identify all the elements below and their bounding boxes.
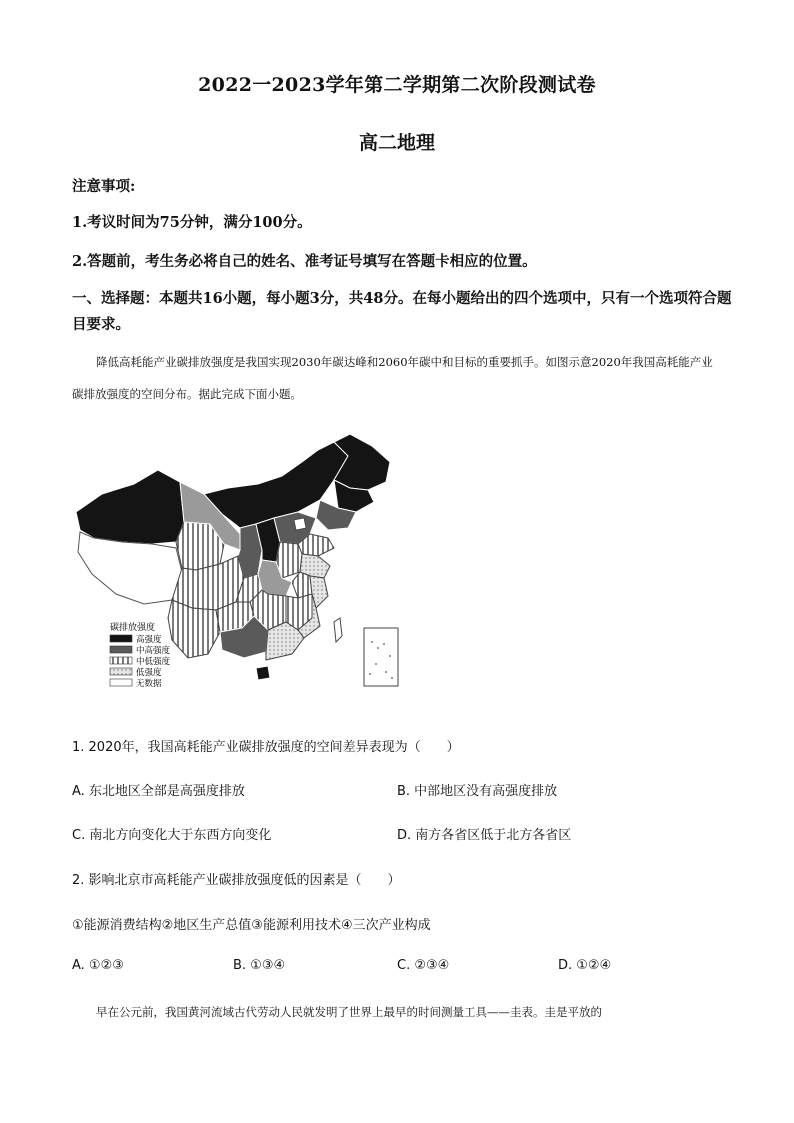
passage-1-text: 降低高耗能产业碳排放强度是我国实现2030年碳达峰和2060年碳中和目标的重要抓手。如图示意2020年我国高耗能产业碳排放强度的空间分布。据此完成下面小题。: [72, 355, 713, 401]
region-anhui: [292, 572, 312, 598]
region-taiwan: [334, 618, 342, 642]
notice-item-1: 1.考议时间为75分钟，满分100分。: [72, 214, 312, 231]
legend-item-mid-high: 中高强度: [136, 646, 171, 656]
q2-factors: ①能源消费结构②地区生产总值③能源利用技术④三次产业构成: [72, 918, 431, 933]
legend-item-mid-low: 中低强度: [136, 657, 171, 667]
region-beijing: [294, 518, 306, 530]
notice-item-2: 2.答题前，考生务必将自己的姓名、准考证号填写在答题卡相应的位置。: [72, 253, 537, 270]
region-xinjiang: [76, 470, 184, 544]
china-carbon-map: [72, 432, 402, 702]
legend-item-low: 低强度: [136, 668, 162, 678]
south-sea-inset: [364, 628, 398, 686]
passage-1: [72, 346, 724, 410]
section-heading: 一、选择题：本题共16小题，每小题3分，共48分。在每小题给出的四个选项中，只有一个选项符合题目要求。: [72, 290, 732, 333]
q2-option-a[interactable]: A. ①②③: [72, 958, 124, 973]
q2-option-d[interactable]: D. ①②④: [558, 958, 612, 973]
region-hainan: [256, 666, 270, 680]
legend-item-none: 无数据: [136, 679, 162, 689]
page-title: 2022一2023学年第二学期第二次阶段测试卷: [198, 74, 596, 96]
page-subtitle: 高二地理: [358, 132, 435, 154]
q1-option-c[interactable]: C. 南北方向变化大于东西方向变化: [72, 828, 272, 843]
q1-option-b[interactable]: B. 中部地区没有高强度排放: [397, 784, 558, 799]
legend-title: 碳排放强度: [110, 623, 156, 633]
q1-option-a[interactable]: A. 东北地区全部是高强度排放: [72, 784, 245, 799]
q1-stem: 1. 2020年，我国高耗能产业碳排放强度的空间差异表现为（ ）: [72, 740, 460, 755]
q2-option-c[interactable]: C. ②③④: [397, 958, 450, 973]
passage-2-text: 早在公元前，我国黄河流域古代劳动人民就发明了世界上最早的时间测量工具——圭表。圭是平放的: [96, 1005, 602, 1019]
legend-item-high: 高强度: [136, 635, 162, 645]
map-legend: [110, 621, 171, 689]
notice-heading: 注意事项:: [72, 178, 136, 195]
passage-2: [72, 996, 724, 1028]
q2-stem: 2. 影响北京市高耗能产业碳排放强度低的因素是（ ）: [72, 873, 401, 888]
q2-option-b[interactable]: B. ①③④: [233, 958, 286, 973]
q1-option-d[interactable]: D. 南方各省区低于北方各省区: [397, 828, 572, 843]
